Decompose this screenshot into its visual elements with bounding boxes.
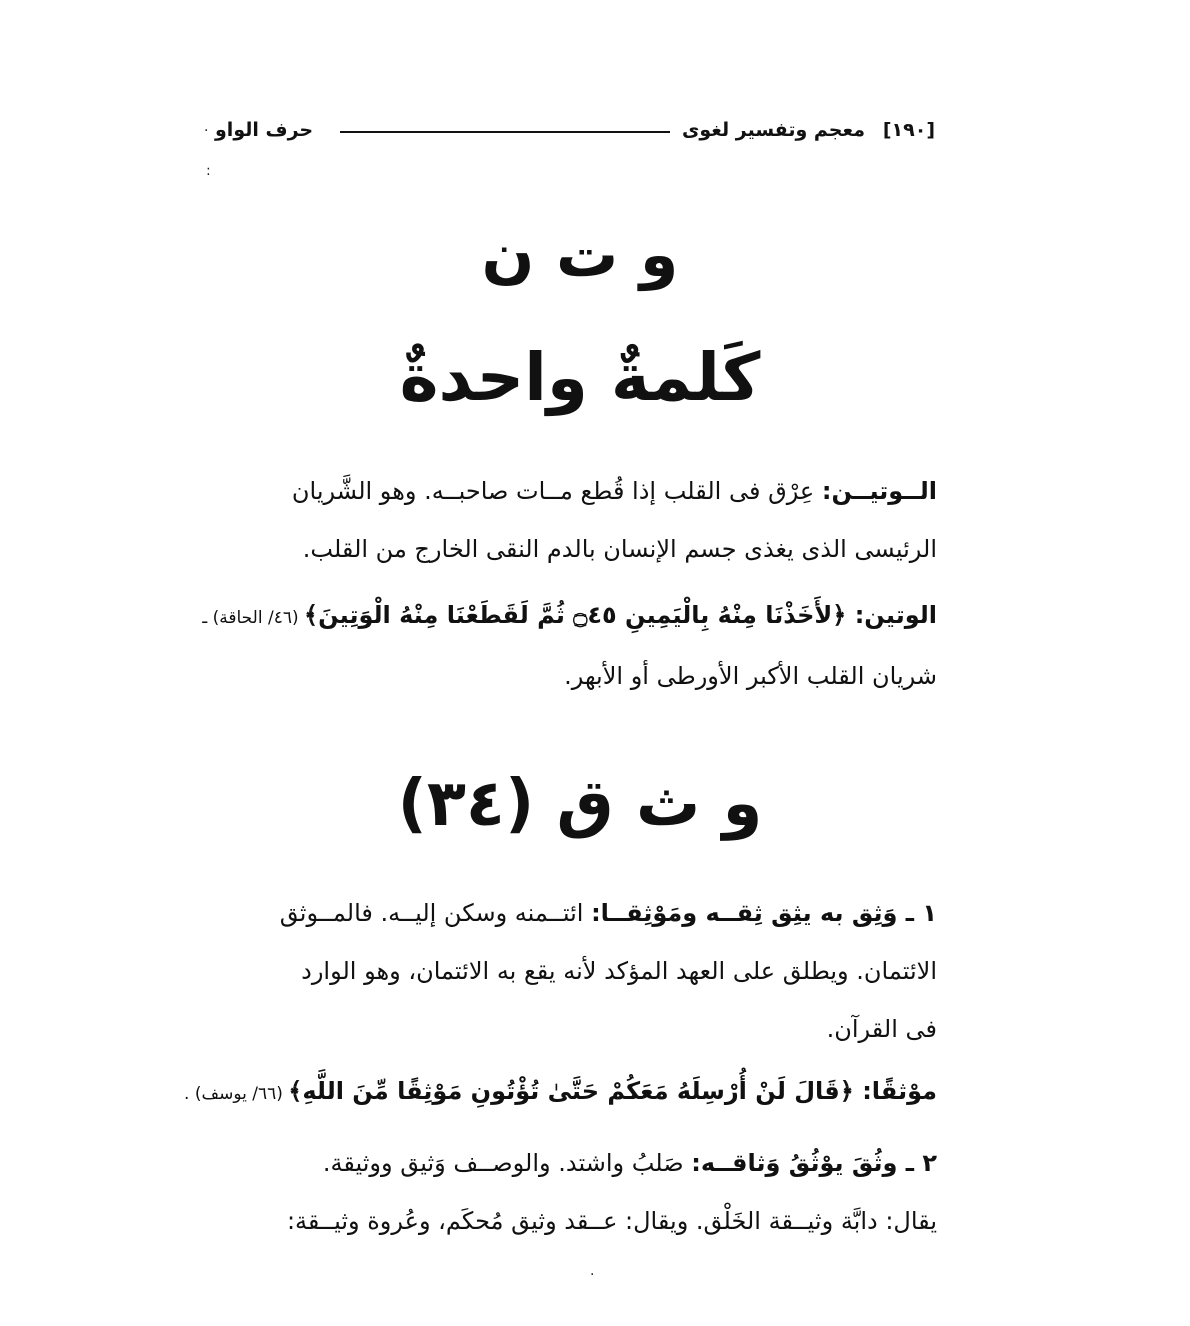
paragraph-line: شريان القلب الأكبر الأورطى أو الأبهر. [564,662,937,690]
running-header [215,114,935,146]
paragraph-line [215,462,937,520]
paragraph-line [184,1066,937,1119]
page-number: [١٩٠] [882,119,935,141]
quran-citation-paragraph [184,1066,937,1119]
definition-text: ائتــمنه وسكن إليــه. فالمــوثق [279,899,592,927]
headword: ١ ـ وَثِق به يثِق ثِقــه ومَوْثِقــا: [591,899,937,927]
verse-reference: (٤٦/ الحاقة) ـ [202,608,305,628]
scan-speck: · [590,1267,595,1283]
paragraph-line [202,586,937,647]
headword: موْثقًا: [862,1077,937,1105]
section-title: حرف الواو [215,119,314,141]
paragraph-line: يقال: دابَّة وثيــقة الخَلْق. ويقال: عــقد وثيق مُحكَم، وعُروة وثيــقة: [286,1207,937,1235]
definition-text: عِرْق فى القلب إذا قُطع مــات صاحبــه. وهو الشَّريان [291,477,822,505]
root-heading: و ت ن [481,218,679,291]
headword: الــوتيــن: [821,477,937,505]
header-rule [340,131,670,133]
definition-paragraph [215,462,937,578]
scan-speck: · [204,123,209,139]
definition-text: صَلبُ واشتد. والوصــف وَثيق ووثيقة. [322,1149,692,1177]
definition-paragraph [215,1134,937,1250]
paragraph-line: فى القرآن. [826,1015,937,1043]
headword: ٢ ـ وثُقَ يوْثُقُ وَثاقــه: [691,1149,937,1177]
quran-verse: ﴿لأَخَذْنَا مِنْهُ بِالْيَمِينِ ۝٤٥ ثُمَّ لَقَطَعْنَا مِنْهُ الْوَتِينَ﴾ [304,601,855,629]
paragraph-line [215,884,937,942]
paragraph-line: الائتمان. ويطلق على العهد المؤكد لأنه يقع به الائتمان، وهو الوارد [301,957,937,985]
definition-paragraph [215,884,937,1058]
scan-speck: : [206,163,211,179]
root-subheading: كَلمةٌ واحدةٌ [399,339,761,416]
quran-citation-paragraph [202,586,937,705]
headword: الوتين: [854,601,937,629]
root-heading: و ث ق (٣٤) [397,767,763,841]
paragraph-line: الرئيسى الذى يغذى جسم الإنسان بالدم النقى الخارج من القلب. [302,535,937,563]
quran-verse: ﴿قَالَ لَنْ أُرْسِلَهُ مَعَكُمْ حَتَّىٰ تُؤْتُونِ مَوْثِقًا مِّنَ اللَّهِ﴾ [288,1077,863,1105]
paragraph-line [215,1134,937,1192]
book-title: معجم وتفسير لغوى [681,119,865,141]
verse-reference: (٦٦/ يوسف) . [184,1084,289,1104]
